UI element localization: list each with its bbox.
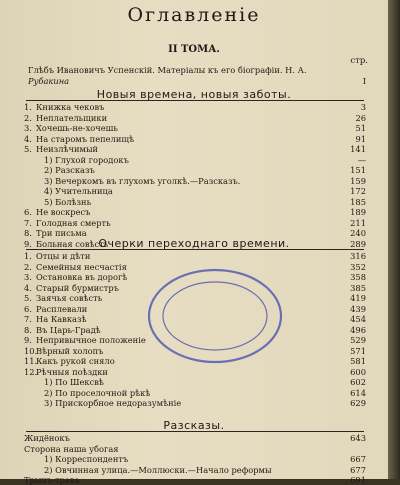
toc-entry-title: 2) Овчинная улица.—Моллюски.—Начало реформы bbox=[44, 464, 272, 475]
toc-entry-title: Неизлѣчимый bbox=[36, 144, 99, 154]
toc-entry bbox=[0, 134, 388, 144]
toc-entry-page: 185 bbox=[350, 196, 366, 207]
toc-entry bbox=[0, 155, 388, 165]
toc-entry bbox=[0, 377, 388, 387]
page-edge bbox=[388, 0, 400, 479]
toc-entry bbox=[0, 314, 388, 324]
toc-entry-number: 10. bbox=[24, 345, 38, 356]
section-heading: Разсказы. bbox=[163, 419, 225, 432]
toc-entry-page: 600 bbox=[350, 366, 366, 377]
toc-entry-number: 12. bbox=[24, 366, 38, 377]
toc-entry bbox=[0, 454, 388, 464]
toc-entry bbox=[0, 325, 388, 335]
toc-entry bbox=[0, 251, 388, 261]
toc-entry-title: Книжка чековъ bbox=[36, 102, 105, 112]
toc-entry-title: Жидёнокъ bbox=[24, 433, 70, 443]
section-divider bbox=[26, 100, 364, 101]
toc-entry bbox=[0, 176, 388, 186]
toc-entry-number: 3. bbox=[24, 123, 32, 133]
toc-entry-page: 496 bbox=[350, 324, 366, 335]
toc-entry-page: 316 bbox=[350, 251, 366, 261]
toc-entry-page: 614 bbox=[350, 387, 366, 398]
toc-entry bbox=[0, 123, 388, 133]
toc-entry-page: 667 bbox=[350, 454, 366, 464]
toc-entry-page: 581 bbox=[350, 356, 366, 366]
toc-entry-page: 91 bbox=[355, 133, 366, 144]
toc-entry-page: 3 bbox=[360, 102, 366, 112]
toc-entry-page: 151 bbox=[350, 165, 366, 175]
section-heading: Новыя времена, новыя заботы. bbox=[96, 88, 292, 101]
toc-entry-title: Три письма bbox=[36, 228, 87, 238]
toc-entry-title: 4) Учительница bbox=[44, 186, 113, 196]
toc-entry-page: 677 bbox=[350, 464, 366, 475]
toc-entry bbox=[0, 398, 388, 408]
toc-entry-number: 1. bbox=[24, 251, 32, 261]
toc-entry bbox=[0, 356, 388, 366]
toc-entry-page: 26 bbox=[355, 112, 366, 123]
toc-entry-page: 211 bbox=[350, 217, 366, 228]
toc-entry-number: 6. bbox=[24, 207, 32, 217]
page-title: Оглавленіе bbox=[127, 4, 261, 26]
volume-label: II ТОМА. bbox=[168, 44, 220, 55]
toc-entry bbox=[0, 207, 388, 217]
toc-entry-title: Не воскресъ bbox=[36, 207, 91, 217]
toc-entry-page: 529 bbox=[350, 335, 366, 345]
toc-entry-title: На старомъ пепелищѣ bbox=[36, 133, 135, 144]
toc-entry-number: 7. bbox=[24, 217, 32, 228]
toc-entry-number: 8. bbox=[24, 324, 32, 335]
toc-entry-title: 1) Глухой городокъ bbox=[44, 154, 129, 165]
toc-entry bbox=[0, 197, 388, 207]
toc-entry-title: Сторона наша убогая bbox=[24, 443, 119, 454]
toc-entry-title: Расплевали bbox=[36, 303, 88, 314]
toc-entry bbox=[0, 433, 388, 443]
toc-entry-number: 2. bbox=[24, 261, 32, 272]
toc-entry bbox=[0, 388, 388, 398]
toc-entry bbox=[0, 465, 388, 475]
toc-entry-title: 1) По Шексвѣ bbox=[44, 377, 104, 387]
toc-entry bbox=[0, 367, 388, 377]
toc-entry bbox=[0, 144, 388, 154]
page-column-header: стр. bbox=[350, 56, 368, 66]
toc-entry bbox=[0, 272, 388, 282]
toc-entry-title: Рѣчныя поѣздки bbox=[36, 366, 108, 377]
toc-entry-title: 3) Вечеркомъ въ глухомъ уголкѣ.—Разсказъ. bbox=[44, 175, 241, 186]
section-heading: Очерки переходнаго времени. bbox=[98, 237, 290, 250]
toc-entry bbox=[0, 186, 388, 196]
toc-entry bbox=[0, 346, 388, 356]
intro-line-1: Глѣбъ Ивановичъ Успенскій. Матеріалы къ его біографіи. Н. А. bbox=[28, 65, 307, 75]
toc-entry-number: 5. bbox=[24, 293, 32, 303]
toc-entry-number: 4. bbox=[24, 282, 32, 293]
toc-entry-page: 51 bbox=[355, 123, 366, 133]
toc-entry-page: 240 bbox=[350, 228, 366, 238]
toc-entry-number: 9. bbox=[24, 335, 32, 345]
toc-entry-page: 352 bbox=[350, 261, 366, 272]
toc-entry-title: Какъ рукой сняло bbox=[36, 356, 115, 366]
toc-entry-page: 358 bbox=[350, 272, 366, 282]
toc-entry-page: 172 bbox=[350, 186, 366, 196]
toc-entry bbox=[0, 218, 388, 228]
toc-entry-page: — bbox=[357, 154, 366, 165]
toc-entry bbox=[0, 304, 388, 314]
toc-entry-number: 7. bbox=[24, 314, 32, 324]
toc-entry-page: 189 bbox=[350, 207, 366, 217]
toc-entry-title: Семейныя несчастія bbox=[36, 261, 127, 272]
toc-entry-title: Заячья совѣсть bbox=[36, 293, 103, 303]
toc-entry bbox=[0, 262, 388, 272]
intro-entry bbox=[28, 65, 353, 87]
intro-line-2: Рубакина bbox=[28, 76, 70, 86]
toc-entry-page: 691 bbox=[350, 475, 366, 485]
toc-entry bbox=[0, 475, 388, 485]
toc-entry-title: Старый бурмистръ bbox=[36, 282, 119, 293]
toc-entry-title: На Кавказѣ bbox=[36, 314, 87, 324]
toc-entry-page: 454 bbox=[350, 314, 366, 324]
toc-entry-page: 629 bbox=[350, 398, 366, 408]
toc-entry bbox=[0, 165, 388, 175]
toc-entry-number: 1. bbox=[24, 102, 32, 112]
toc-entry-title: Больная совѣсть bbox=[36, 238, 109, 249]
toc-entry-title: 2) По проселочной рѣкѣ bbox=[44, 387, 151, 398]
toc-entry-title: Трынъ-трава bbox=[24, 475, 80, 485]
toc-entry bbox=[0, 444, 388, 454]
toc-entry-title: 5) Болѣзнь bbox=[44, 196, 92, 207]
toc-entry-page: 643 bbox=[350, 433, 366, 443]
toc-entry-page: 419 bbox=[350, 293, 366, 303]
toc-entry-title: Отцы и дѣти bbox=[36, 251, 91, 261]
toc-entry bbox=[0, 335, 388, 345]
toc-entry bbox=[0, 102, 388, 112]
toc-entry-page: 141 bbox=[350, 144, 366, 154]
toc-entry-number: 11. bbox=[24, 356, 38, 366]
toc-entry-title: Неплательщики bbox=[36, 112, 108, 123]
toc-entry-title: Вѣрный холопъ bbox=[36, 345, 104, 356]
intro-page-number: I bbox=[362, 76, 366, 86]
toc-entry-page: 571 bbox=[350, 345, 366, 356]
toc-entry-page: 439 bbox=[350, 303, 366, 314]
toc-entry-number: 2. bbox=[24, 112, 32, 123]
toc-entry-title: Голодная смерть bbox=[36, 217, 111, 228]
toc-entry-number: 3. bbox=[24, 272, 32, 282]
section-divider bbox=[26, 249, 364, 250]
section-divider bbox=[26, 431, 364, 432]
toc-entry-title: 2) Разсказъ bbox=[44, 165, 95, 175]
toc-entry-page: 602 bbox=[350, 377, 366, 387]
toc-entry-number: 6. bbox=[24, 303, 32, 314]
toc-entry-title: Въ Царь-Градѣ bbox=[36, 324, 101, 335]
toc-entry-page: 159 bbox=[350, 175, 366, 186]
toc-entry-number: 8. bbox=[24, 228, 32, 238]
toc-entry bbox=[0, 283, 388, 293]
toc-entry-number: 4. bbox=[24, 133, 32, 144]
toc-entry-number: 9. bbox=[24, 238, 32, 249]
toc-entry-number: 5. bbox=[24, 144, 32, 154]
toc-entry-title: 1) Корреспондентъ bbox=[44, 454, 129, 464]
toc-entry-title: 3) Прискорбное недоразумѣніе bbox=[44, 398, 182, 408]
toc-entry bbox=[0, 113, 388, 123]
toc-entry-title: Остановка въ дорогѣ bbox=[36, 272, 128, 282]
toc-entry-title: Непривычное положеніе bbox=[36, 335, 146, 345]
toc-entry-page: 289 bbox=[350, 238, 366, 249]
toc-entry bbox=[0, 293, 388, 303]
toc-entry-page: 385 bbox=[350, 282, 366, 293]
toc-entry-title: Хочешь-не-хочешь bbox=[36, 123, 118, 133]
